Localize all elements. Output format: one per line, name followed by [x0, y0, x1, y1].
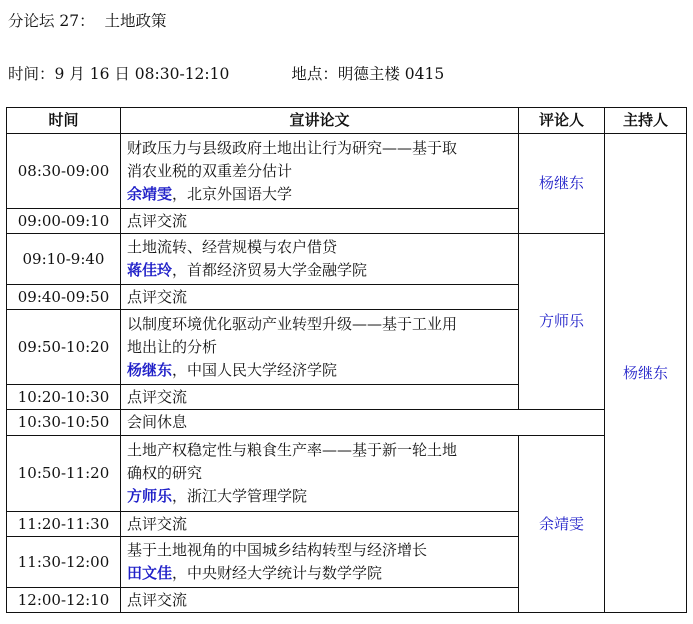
- paper-title-line: 地出让的分析: [127, 337, 218, 356]
- paper-cell: [121, 537, 519, 588]
- paper-author-line: [127, 183, 512, 206]
- table-row: [7, 134, 687, 209]
- author-affiliation: ，浙江大学管理学院: [172, 487, 308, 505]
- time-cell: 10:20-10:30: [7, 385, 121, 410]
- table-row: [7, 234, 687, 285]
- discussion-cell: 点评交流: [121, 588, 519, 613]
- table-header-row: [7, 108, 687, 134]
- paper-title-line: 消农业税的双重差分估计: [127, 161, 293, 180]
- time-cell: 10:50-11:20: [7, 436, 121, 512]
- column-header-discussant: 评论人: [519, 108, 605, 134]
- time-cell: 09:10-9:40: [7, 234, 121, 285]
- table-row: [7, 410, 687, 436]
- author-name: 蒋佳玲: [127, 261, 173, 279]
- column-header-time: 时间: [7, 108, 121, 134]
- column-header-host: 主持人: [605, 108, 687, 134]
- paper-author-line: [127, 359, 512, 382]
- paper-cell: [121, 234, 519, 285]
- author-name: 方师乐: [127, 487, 173, 505]
- paper-title-line: 土地产权稳定性与粮食生产率——基于新一轮土地: [127, 441, 458, 459]
- schedule-table: [6, 107, 687, 613]
- author-affiliation: ，首都经济贸易大学金融学院: [172, 261, 368, 279]
- time-cell: 11:30-12:00: [7, 537, 121, 588]
- discussion-cell: 点评交流: [121, 385, 519, 410]
- time-cell: 09:00-09:10: [7, 209, 121, 234]
- discussant-cell: 方师乐: [519, 234, 605, 410]
- paper-title-line: 土地流转、经营规模与农户借贷: [127, 238, 338, 256]
- session-place: 地点：明德主楼 0415: [291, 65, 445, 83]
- time-cell: 08:30-09:00: [7, 134, 121, 209]
- time-cell: 12:00-12:10: [7, 588, 121, 613]
- discussant-cell: 杨继东: [519, 134, 605, 234]
- author-affiliation: ，中国人民大学经济学院: [172, 360, 338, 379]
- author-name: 余靖雯: [127, 184, 173, 203]
- discussion-cell: 点评交流: [121, 512, 519, 537]
- paper-author-line: [127, 259, 512, 282]
- author-affiliation: ，中央财经大学统计与数学学院: [172, 564, 383, 582]
- paper-title-line: 财政压力与县级政府土地出让行为研究——基于取: [127, 138, 458, 157]
- table-row: [7, 436, 687, 512]
- session-time: 时间：9 月 16 日 08:30-12:10: [8, 65, 230, 83]
- paper-title-line: 以制度环境优化驱动产业转型升级——基于工业用: [127, 314, 458, 333]
- forum-title: 分论坛 27： 土地政策: [8, 12, 167, 30]
- session-meta: [8, 62, 444, 84]
- column-header-paper: 宣讲论文: [121, 108, 519, 134]
- discussant-cell: 余靖雯: [519, 436, 605, 613]
- time-cell: 09:50-10:20: [7, 310, 121, 385]
- author-name: 杨继东: [127, 360, 173, 379]
- discussion-cell: 点评交流: [121, 285, 519, 310]
- time-cell: 10:30-10:50: [7, 410, 121, 436]
- host-cell: 杨继东: [605, 134, 687, 613]
- paper-title-line: 基于土地视角的中国城乡结构转型与经济增长: [127, 541, 428, 559]
- paper-title-line: 确权的研究: [127, 464, 203, 482]
- paper-cell: [121, 436, 519, 512]
- paper-cell: [121, 310, 519, 385]
- paper-author-line: [127, 485, 512, 508]
- time-cell: 11:20-11:30: [7, 512, 121, 537]
- paper-author-line: [127, 562, 512, 585]
- break-cell: 会间休息: [121, 410, 605, 436]
- author-affiliation: ，北京外国语大学: [172, 184, 293, 203]
- paper-cell: [121, 134, 519, 209]
- time-cell: 09:40-09:50: [7, 285, 121, 310]
- author-name: 田文佳: [127, 564, 173, 582]
- discussion-cell: 点评交流: [121, 209, 519, 234]
